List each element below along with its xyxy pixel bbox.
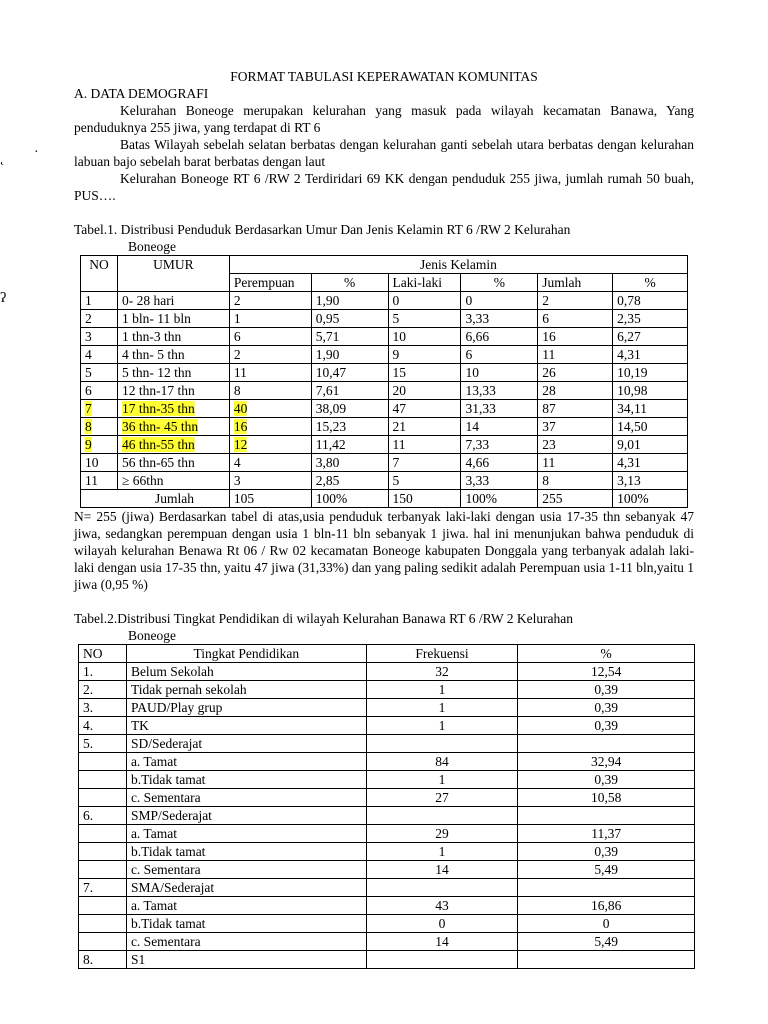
table-cell: 14,50 <box>613 418 688 436</box>
table-row <box>79 681 695 699</box>
table-cell: 14 <box>366 933 518 951</box>
highlighted-text: 46 thn-55 thn <box>121 437 195 452</box>
table-cell: 3,33 <box>461 310 538 328</box>
table-row <box>79 771 695 789</box>
table-cell <box>366 735 518 753</box>
table-cell: c. Sementara <box>126 933 366 951</box>
margin-mark-bottom: ʔ <box>0 291 7 306</box>
table-cell: b.Tidak tamat <box>126 915 366 933</box>
table-cell: 4,31 <box>613 454 688 472</box>
table-cell: 1 <box>229 310 311 328</box>
total-cell: 100% <box>311 490 388 508</box>
table-row <box>81 400 688 418</box>
table-cell: 6. <box>79 807 127 825</box>
table-row <box>81 328 688 346</box>
table-cell: 2 <box>229 346 311 364</box>
table-cell: TK <box>126 717 366 735</box>
header-frekuensi: Frekuensi <box>366 645 518 663</box>
highlighted-text: 36 thn- 45 thn <box>121 419 199 434</box>
table-cell: 2,85 <box>311 472 388 490</box>
table-cell: 4 <box>229 454 311 472</box>
header-umur: UMUR <box>117 256 229 292</box>
table-cell: 20 <box>388 382 461 400</box>
table-cell: 1 <box>366 717 518 735</box>
table-cell: 0,39 <box>518 771 695 789</box>
table-cell: 32 <box>366 663 518 681</box>
table-row <box>81 292 688 310</box>
table-cell: 3 <box>81 328 118 346</box>
table-cell: 56 thn-65 thn <box>117 454 229 472</box>
table-row <box>79 825 695 843</box>
table-cell: a. Tamat <box>126 897 366 915</box>
table-cell <box>366 879 518 897</box>
table-cell: 2. <box>79 681 127 699</box>
table-cell: 0,95 <box>311 310 388 328</box>
table-cell: 1. <box>79 663 127 681</box>
table-cell: 8 <box>229 382 311 400</box>
table-cell: 1 <box>366 843 518 861</box>
highlighted-text: 8 <box>85 419 92 434</box>
table-cell: 4 thn- 5 thn <box>117 346 229 364</box>
table-row <box>81 382 688 400</box>
table-cell <box>229 400 311 418</box>
table-cell: 84 <box>366 753 518 771</box>
table-cell: 10,98 <box>613 382 688 400</box>
table-cell <box>81 436 118 454</box>
table-cell: Tidak pernah sekolah <box>126 681 366 699</box>
table-cell: 2 <box>538 292 613 310</box>
header-tingkat-pendidikan: Tingkat Pendidikan <box>126 645 366 663</box>
table-cell: 0 <box>388 292 461 310</box>
paragraph-population: Kelurahan Boneoge RT 6 /RW 2 Terdiridari 69 KK dengan penduduk 255 jiwa, jumlah rumah 50 buah, PUS…. <box>74 171 694 203</box>
table-cell <box>79 843 127 861</box>
table-cell: 10 <box>461 364 538 382</box>
header-pct-laki: % <box>461 274 538 292</box>
table-row <box>79 699 695 717</box>
table-row <box>79 861 695 879</box>
table-cell: 0,78 <box>613 292 688 310</box>
age-gender-table <box>80 255 688 508</box>
table-cell <box>81 418 118 436</box>
table-cell: 13,33 <box>461 382 538 400</box>
table-cell: 15 <box>388 364 461 382</box>
table-cell: 3,13 <box>613 472 688 490</box>
table-cell: 6,27 <box>613 328 688 346</box>
table-cell: 14 <box>461 418 538 436</box>
table-cell: 47 <box>388 400 461 418</box>
table-cell <box>79 753 127 771</box>
table-cell: b.Tidak tamat <box>126 771 366 789</box>
header-jenis-kelamin: Jenis Kelamin <box>229 256 687 274</box>
table-row <box>79 663 695 681</box>
highlighted-text: 17 thn-35 thn <box>121 401 195 416</box>
table-cell: c. Sementara <box>126 789 366 807</box>
margin-mark-dot: · <box>34 145 39 160</box>
table-cell: 11 <box>538 346 613 364</box>
table-cell <box>79 825 127 843</box>
table-cell <box>518 735 695 753</box>
education-table <box>78 644 695 969</box>
table-cell: 6,66 <box>461 328 538 346</box>
table-cell: 2 <box>229 292 311 310</box>
table-cell: 11 <box>538 454 613 472</box>
document-title: FORMAT TABULASI KEPERAWATAN KOMUNITAS <box>230 69 538 84</box>
table-cell: 4,66 <box>461 454 538 472</box>
table-cell <box>81 400 118 418</box>
table-cell: 6 <box>538 310 613 328</box>
table-cell: SD/Sederajat <box>126 735 366 753</box>
table-cell: 34,11 <box>613 400 688 418</box>
total-cell: 100% <box>613 490 688 508</box>
table-cell: c. Sementara <box>126 861 366 879</box>
table-row <box>79 753 695 771</box>
table-cell: 5,49 <box>518 861 695 879</box>
table-cell: 3,33 <box>461 472 538 490</box>
table-cell: 14 <box>366 861 518 879</box>
table-cell: b.Tidak tamat <box>126 843 366 861</box>
highlighted-text: 40 <box>233 401 248 416</box>
table1-caption: Tabel.1. Distribusi Penduduk Berdasarkan Umur Dan Jenis Kelamin RT 6 /RW 2 Kelurahan <box>74 222 571 237</box>
header-no: NO <box>81 256 118 292</box>
table-cell: 10 <box>388 328 461 346</box>
table-cell: a. Tamat <box>126 825 366 843</box>
header-perempuan: Perempuan <box>229 274 311 292</box>
table-cell: 4. <box>79 717 127 735</box>
table-row <box>79 951 695 969</box>
table-cell: 11,37 <box>518 825 695 843</box>
table-cell: 28 <box>538 382 613 400</box>
table-cell: 1,90 <box>311 292 388 310</box>
table-cell: 11,42 <box>311 436 388 454</box>
table-cell: 1 <box>366 771 518 789</box>
table-cell: 1,90 <box>311 346 388 364</box>
margin-mark-top: ˛ <box>0 151 5 166</box>
table-cell: 11 <box>229 364 311 382</box>
table-cell: 87 <box>538 400 613 418</box>
table-cell: 4 <box>81 346 118 364</box>
table-cell: 3 <box>229 472 311 490</box>
table-cell: 2 <box>81 310 118 328</box>
table-row <box>81 418 688 436</box>
table-cell: ≥ 66thn <box>117 472 229 490</box>
header-pct-perempuan: % <box>311 274 388 292</box>
table-cell: SMP/Sederajat <box>126 807 366 825</box>
total-cell: 100% <box>461 490 538 508</box>
table-cell: 5 <box>81 364 118 382</box>
table-cell: 32,94 <box>518 753 695 771</box>
table-cell: 6 <box>81 382 118 400</box>
document-page <box>74 68 694 969</box>
table-cell: 1 <box>366 681 518 699</box>
table-cell: 7,33 <box>461 436 538 454</box>
table-cell <box>79 789 127 807</box>
table-cell: 31,33 <box>461 400 538 418</box>
header-persen: % <box>518 645 695 663</box>
table-cell: PAUD/Play grup <box>126 699 366 717</box>
total-cell: 150 <box>388 490 461 508</box>
table-cell: 27 <box>366 789 518 807</box>
table-cell <box>229 436 311 454</box>
table-cell: 0,39 <box>518 699 695 717</box>
table-cell: 0 <box>461 292 538 310</box>
table-cell: 10,47 <box>311 364 388 382</box>
table-row <box>79 843 695 861</box>
table-cell: 43 <box>366 897 518 915</box>
table-cell: 11 <box>81 472 118 490</box>
highlighted-text: 9 <box>85 437 92 452</box>
table-cell <box>366 951 518 969</box>
table-cell <box>518 807 695 825</box>
table-cell: 0 <box>366 915 518 933</box>
highlighted-text: 16 <box>233 419 248 434</box>
table-cell: 4,31 <box>613 346 688 364</box>
table-cell: 16 <box>538 328 613 346</box>
table-cell: 10,58 <box>518 789 695 807</box>
table-row <box>79 915 695 933</box>
table2-caption-cont: Boneoge <box>128 628 176 643</box>
table-cell: 38,09 <box>311 400 388 418</box>
table-cell: 1 bln- 11 bln <box>117 310 229 328</box>
table-cell: 37 <box>538 418 613 436</box>
header-laki-laki: Laki-laki <box>388 274 461 292</box>
table-cell <box>79 933 127 951</box>
section-heading: A. DATA DEMOGRAFI <box>74 86 209 101</box>
highlighted-text: 12 <box>233 437 248 452</box>
total-cell: 105 <box>229 490 311 508</box>
table-cell: 2,35 <box>613 310 688 328</box>
table-row <box>79 789 695 807</box>
table-cell: 5. <box>79 735 127 753</box>
table-cell: 9,01 <box>613 436 688 454</box>
table-cell: 9 <box>388 346 461 364</box>
table-cell <box>229 418 311 436</box>
table-cell: 6 <box>229 328 311 346</box>
table-cell <box>366 807 518 825</box>
table2-header-row <box>79 645 695 663</box>
table-row <box>79 807 695 825</box>
table-cell: 7,61 <box>311 382 388 400</box>
table-row <box>81 436 688 454</box>
table-cell: 1 thn-3 thn <box>117 328 229 346</box>
table-cell: 12,54 <box>518 663 695 681</box>
table1-header-row1 <box>81 256 688 274</box>
table-cell: 3. <box>79 699 127 717</box>
table-cell: 5,49 <box>518 933 695 951</box>
header-jumlah: Jumlah <box>538 274 613 292</box>
table-row <box>79 735 695 753</box>
table-cell: 5 <box>388 472 461 490</box>
table-cell <box>79 861 127 879</box>
table-cell: 5,71 <box>311 328 388 346</box>
table-cell: 23 <box>538 436 613 454</box>
table-cell: Belum Sekolah <box>126 663 366 681</box>
table-cell <box>117 400 229 418</box>
table-cell: 0 <box>518 915 695 933</box>
table-cell <box>117 436 229 454</box>
table-row <box>81 472 688 490</box>
table-cell <box>79 897 127 915</box>
table-cell <box>79 771 127 789</box>
highlighted-text: 7 <box>85 401 92 416</box>
table-cell: 16,86 <box>518 897 695 915</box>
header-no: NO <box>79 645 127 663</box>
analysis-paragraph: N= 255 (jiwa) Berdasarkan tabel di atas,usia penduduk terbanyak laki-laki dengan usia 17-35 thn sebanyak 47 jiwa, sedangkan perempuan dengan usia 1 bln-11 bln sebanyak 1 jiwa. hal ini menunjukan bahwa penduduk di wilayah kelurahan Benawa Rt 06 / Rw 02 kecamatan Boneoge kabupaten Donggala yang terbanyak adalah laki-laki dengan usia 17-35 thn, yaitu 47 jiwa (31,33%) dan yang paling sedikit adalah Perempuan usia 1-11 bln,yaitu 1 jiwa (0,95 %) <box>74 509 694 592</box>
table-cell: 10 <box>81 454 118 472</box>
table-cell: 5 <box>388 310 461 328</box>
table-cell <box>518 951 695 969</box>
table-cell: 10,19 <box>613 364 688 382</box>
table-cell: 29 <box>366 825 518 843</box>
table-cell <box>518 879 695 897</box>
table-cell: 0- 28 hari <box>117 292 229 310</box>
table-cell: 6 <box>461 346 538 364</box>
table-cell: 21 <box>388 418 461 436</box>
total-cell: 255 <box>538 490 613 508</box>
table-row <box>79 897 695 915</box>
table-cell: a. Tamat <box>126 753 366 771</box>
total-label: Jumlah <box>81 490 230 508</box>
table1-caption-cont: Boneoge <box>128 239 176 254</box>
table-row <box>81 364 688 382</box>
table-row <box>81 310 688 328</box>
table-row <box>79 717 695 735</box>
table-cell: 11 <box>388 436 461 454</box>
table-row <box>81 454 688 472</box>
table-cell: 7. <box>79 879 127 897</box>
table-cell: 0,39 <box>518 681 695 699</box>
table2-caption: Tabel.2.Distribusi Tingkat Pendidikan di wilayah Kelurahan Banawa RT 6 /RW 2 Kelurahan <box>74 611 574 626</box>
table-row <box>79 879 695 897</box>
paragraph-location: Kelurahan Boneoge merupakan kelurahan yang masuk pada wilayah kecamatan Banawa, Yang penduduknya 255 jiwa, yang terdapat di RT 6 <box>74 103 694 135</box>
table-cell: 0,39 <box>518 717 695 735</box>
paragraph-borders: Batas Wilayah sebelah selatan berbatas dengan kelurahan ganti sebelah utara berbatas dengan kelurahan labuan bajo sebelah barat berbatas dengan laut <box>74 137 694 169</box>
table-row <box>81 346 688 364</box>
table-row <box>79 933 695 951</box>
table-cell: 8 <box>538 472 613 490</box>
table-total-row <box>81 490 688 508</box>
table-cell: S1 <box>126 951 366 969</box>
table-cell: 7 <box>388 454 461 472</box>
table-cell <box>117 418 229 436</box>
table-cell: 8. <box>79 951 127 969</box>
table-cell: 3,80 <box>311 454 388 472</box>
table-cell <box>79 915 127 933</box>
table-cell: 5 thn- 12 thn <box>117 364 229 382</box>
table-cell: 1 <box>81 292 118 310</box>
table-cell: 26 <box>538 364 613 382</box>
table-cell: 12 thn-17 thn <box>117 382 229 400</box>
table-cell: 1 <box>366 699 518 717</box>
table-cell: SMA/Sederajat <box>126 879 366 897</box>
table-cell: 0,39 <box>518 843 695 861</box>
header-pct-jumlah: % <box>613 274 688 292</box>
table-cell: 15,23 <box>311 418 388 436</box>
